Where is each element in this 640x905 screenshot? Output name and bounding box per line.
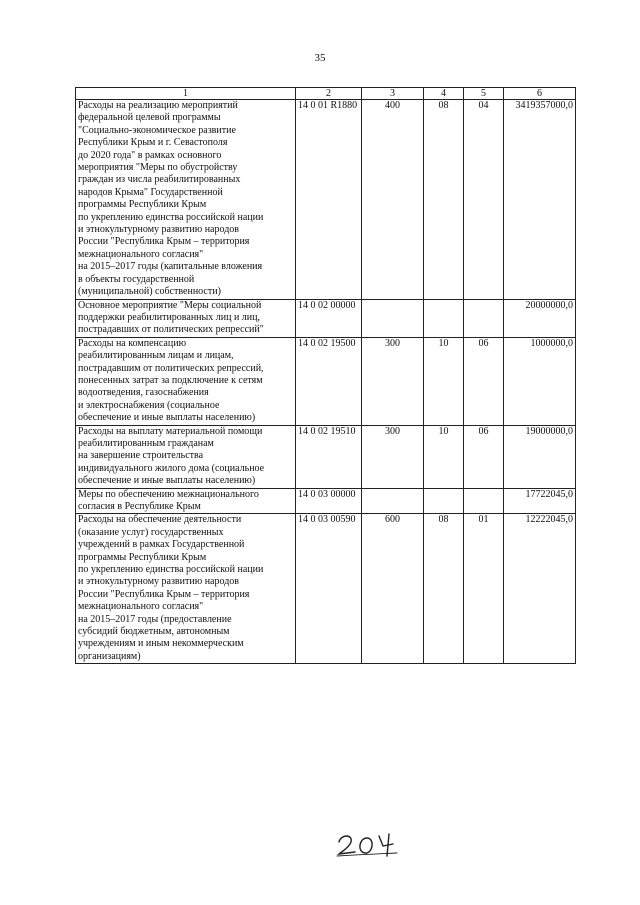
row-code: 14 0 02 00000 [296,299,362,337]
row-col3 [362,488,424,514]
description-line: федеральной целевой программы [78,112,221,124]
column-header: 6 [504,88,576,100]
description-line: межнационального согласия" [78,248,204,260]
description-line: на 2015–2017 годы (капитальные вложения [78,261,263,273]
row-col4 [424,299,464,337]
description-line: и этнокультурному развитию народов [78,224,240,236]
row-amount: 12222045,0 [504,514,576,664]
description-line: Республики Крым и г. Севастополя [78,137,228,149]
row-description [76,299,296,337]
handwritten-page-number [333,828,403,858]
description-line: мероприятия "Меры по обустройству [78,162,238,174]
row-description [76,425,296,488]
row-code: 14 0 03 00590 [296,514,362,664]
description-line: согласия в Республике Крым [78,501,201,512]
table-header-row [76,88,576,100]
table-row [76,514,576,664]
column-header: 3 [362,88,424,100]
table-row [76,488,576,514]
row-description [76,488,296,514]
row-col4: 08 [424,100,464,300]
row-code: 14 0 01 R1880 [296,100,362,300]
description-line: учреждений в рамках Государственной [78,539,245,551]
description-line: и электроснабжения (социальное [78,399,220,411]
description-line: пострадавших от политических репрессий" [78,324,264,336]
row-col4: 10 [424,425,464,488]
description-line: и этнокультурному развитию народов [78,576,240,588]
row-col5: 04 [464,100,504,300]
row-col5: 01 [464,514,504,664]
description-line: реабилитированным лицам и лицам, [78,350,234,362]
description-line: учреждениям и иным некоммерческим [78,638,244,650]
row-code: 14 0 02 19500 [296,337,362,425]
description-line: Расходы на выплату материальной помощи [78,425,263,437]
description-line: программы Республики Крым [78,199,207,211]
row-amount: 17722045,0 [504,488,576,514]
row-description [76,514,296,664]
row-col3: 300 [362,337,424,425]
row-col5 [464,299,504,337]
table-row [76,337,576,425]
row-amount: 3419357000,0 [504,100,576,300]
description-line: в объекты государственной [78,273,195,285]
row-col5 [464,488,504,514]
table-body [76,100,576,664]
column-header: 2 [296,88,362,100]
description-line: поддержки реабилитированных лиц и лиц, [78,311,260,323]
row-col4: 08 [424,514,464,664]
row-description [76,337,296,425]
row-col5: 06 [464,425,504,488]
description-line: обеспечение и иные выплаты населению) [78,412,256,424]
description-line: Расходы на компенсацию [78,337,187,349]
description-line: Меры по обеспечению межнационального [78,488,259,500]
description-line: граждан из числа реабилитированных [78,174,241,186]
description-line: субсидий бюджетным, автономным [78,626,230,638]
description-line: на завершение строительства [78,450,204,462]
column-header: 4 [424,88,464,100]
column-header: 5 [464,88,504,100]
budget-table [75,87,576,664]
table-row [76,100,576,300]
description-line: индивидуального жилого дома (социальное [78,462,265,474]
description-line: межнационального согласия" [78,601,204,613]
description-line: пострадавшим от политических репрессий, [78,362,264,374]
row-col4 [424,488,464,514]
description-line: по укреплению единства российской нации [78,564,264,576]
description-line: на 2015–2017 годы (предоставление [78,613,232,625]
description-line: водоотведения, газоснабжения [78,387,209,399]
description-line: Основное мероприятие "Меры социальной [78,299,262,311]
row-amount: 19000000,0 [504,425,576,488]
description-line: организациям) [78,650,141,662]
description-line: Расходы на обеспечение деятельности [78,514,242,526]
row-col3 [362,299,424,337]
description-line: (муниципальной) собственности) [78,286,221,298]
row-amount: 1000000,0 [504,337,576,425]
description-line: Расходы на реализацию мероприятий [78,100,238,111]
description-line: реабилитированным гражданам [78,437,214,449]
row-col3: 300 [362,425,424,488]
row-description [76,100,296,300]
description-line: программы Республики Крым [78,551,207,563]
row-code: 14 0 03 00000 [296,488,362,514]
description-line: России "Республика Крым – территория [78,588,250,600]
description-line: (оказание услуг) государственных [78,526,224,538]
row-col3: 400 [362,100,424,300]
description-line: обеспечение и иные выплаты населению) [78,475,256,487]
row-col5: 06 [464,337,504,425]
description-line: по укреплению единства российской нации [78,211,264,223]
description-line: понесенных затрат за подключение к сетям [78,374,263,386]
row-code: 14 0 02 19510 [296,425,362,488]
description-line: народов Крыма" Государственной [78,186,223,198]
description-line: России "Республика Крым – территория [78,236,250,248]
table-row [76,425,576,488]
table-row [76,299,576,337]
row-col4: 10 [424,337,464,425]
column-header: 1 [76,88,296,100]
description-line: "Социально-экономическое развитие [78,124,236,136]
row-amount: 20000000,0 [504,299,576,337]
row-col3: 600 [362,514,424,664]
description-line: до 2020 года" в рамках основного [78,149,222,161]
page-number: 35 [314,52,326,64]
